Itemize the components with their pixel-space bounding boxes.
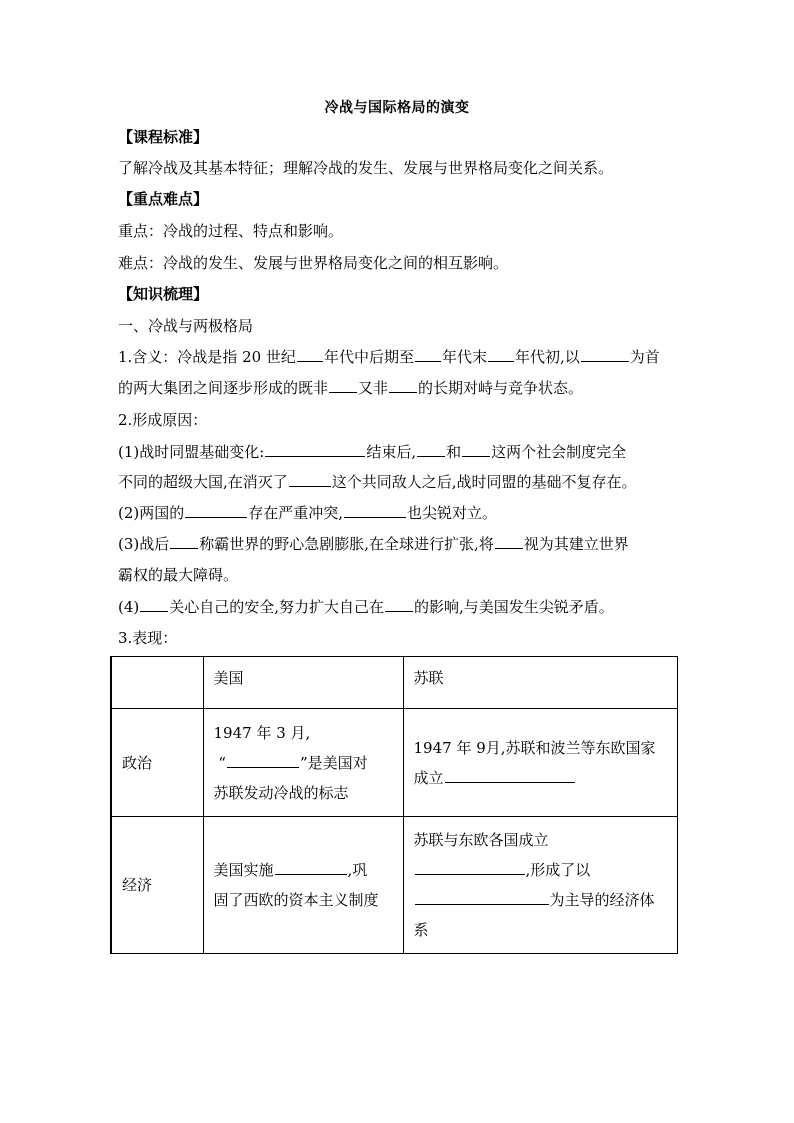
column-header-usa: 美国 (203, 657, 403, 709)
fill-blank[interactable] (488, 347, 514, 362)
item1-text: 1.含义：冷战是指 20 世纪 (118, 348, 296, 366)
fill-blank[interactable] (265, 442, 365, 457)
comparison-table (110, 656, 678, 954)
item2-text: (2)两国的 (118, 504, 185, 522)
row-header-politics: 政治 (111, 709, 203, 817)
column-header-ussr: 苏联 (403, 657, 677, 709)
fill-blank[interactable] (344, 503, 406, 518)
fill-blank[interactable] (275, 860, 347, 875)
cell-line (414, 885, 667, 915)
fill-blank[interactable] (581, 347, 629, 362)
item2-reason2 (118, 503, 497, 523)
cell-line (214, 855, 393, 885)
fill-blank[interactable] (385, 597, 413, 612)
knowledge-heading: 【知识梳理】 (118, 285, 209, 303)
table-corner-cell (111, 657, 203, 709)
cell-line (414, 763, 667, 793)
economy-usa-cell (203, 817, 403, 954)
fill-blank[interactable] (329, 378, 357, 393)
item2-heading: 2.形成原因： (118, 411, 208, 429)
item2-text: 的影响,与美国发生尖锐矛盾。 (414, 598, 614, 616)
cell-text: 为主导的经济体 (549, 891, 655, 909)
standard-text: 了解冷战及其基本特征；理解冷战的发生、发展与世界格局变化之间关系。 (118, 159, 614, 177)
fill-blank[interactable] (227, 753, 299, 768)
fill-blank[interactable] (170, 534, 198, 549)
fill-blank[interactable] (415, 890, 549, 905)
difficult-point-text: 难点：冷战的发生、发展与世界格局变化之间的相互影响。 (118, 254, 509, 272)
table-row-economy (111, 817, 677, 954)
fill-blank[interactable] (462, 442, 490, 457)
politics-usa-cell (203, 709, 403, 817)
item2-text: (4) (118, 598, 140, 616)
part1-title: 一、冷战与两极格局 (118, 317, 254, 335)
cell-text: ,巩 (347, 861, 368, 879)
item2-text: (3)战后 (118, 535, 170, 553)
fill-blank[interactable] (297, 347, 323, 362)
cell-text: ”是美国对 (299, 753, 368, 772)
item1-text: 为首 (629, 348, 660, 366)
item2-text: 关心自己的安全,努力扩大自己在 (169, 598, 385, 616)
fill-blank[interactable] (185, 503, 247, 518)
cell-text: 系 (413, 921, 429, 939)
item1-text: 的两大集团之间逐步形成的既非 (118, 379, 329, 397)
cell-text: 1947 年 3 月, (213, 723, 311, 742)
item1-line2 (118, 378, 583, 398)
item2-reason3-line2: 霸权的最大障碍。 (118, 566, 239, 584)
item2-text: 视为其建立世界 (523, 535, 629, 553)
item3-heading: 3.表现： (118, 629, 178, 647)
cell-text: 苏联发动冷战的标志 (213, 783, 349, 802)
key-point-text: 重点：冷战的过程、特点和影响。 (118, 222, 344, 240)
fill-blank[interactable] (289, 472, 331, 487)
item1-text: 又非 (358, 379, 389, 397)
item2-reason4 (118, 597, 614, 617)
cell-text: ,形成了以 (525, 861, 591, 879)
item1-text: 年代初,以 (514, 348, 580, 366)
economy-ussr-cell (403, 817, 677, 954)
cell-text: 固了西欧的资本主义制度 (213, 891, 379, 909)
item1-text: 年代中后期至 (323, 348, 414, 366)
item1-line1 (118, 347, 660, 367)
politics-ussr-cell (403, 709, 677, 817)
row-header-economy: 经济 (111, 817, 203, 954)
item2-text: 也尖锐对立。 (407, 504, 498, 522)
item1-text: 年代末 (441, 348, 487, 366)
item2-text: 这个共同敌人之后,战时同盟的基础不复存在。 (331, 473, 637, 491)
fill-blank[interactable] (417, 442, 445, 457)
cell-text: 美国实施 (213, 861, 274, 879)
item2-text: (1)战时同盟基础变化: (118, 443, 265, 461)
fill-blank[interactable] (445, 768, 575, 783)
fill-blank[interactable] (140, 597, 168, 612)
item2-reason3-line1 (118, 534, 629, 554)
standard-heading: 【课程标准】 (118, 128, 209, 146)
item2-text: 不同的超级大国,在消灭了 (118, 473, 288, 491)
cell-text: 苏联与东欧各国成立 (413, 831, 549, 849)
item2-reason1-line1 (118, 442, 626, 462)
cell-text: “ (218, 753, 226, 772)
item2-text: 称霸世界的野心急剧膨胀,在全球进行扩张,将 (199, 535, 494, 553)
cell-line (414, 855, 667, 885)
fill-blank[interactable] (415, 347, 441, 362)
fill-blank[interactable] (415, 860, 525, 875)
item2-text: 和 (446, 443, 462, 461)
cell-text: 1947 年 9月,苏联和波兰等东欧国家 (413, 738, 656, 757)
table-row-politics (111, 709, 677, 817)
item2-reason1-line2 (118, 472, 637, 492)
fill-blank[interactable] (495, 534, 523, 549)
page-title: 冷战与国际格局的演变 (324, 100, 470, 116)
item2-text: 存在严重冲突, (248, 504, 344, 522)
item2-text: 这两个社会制度完全 (491, 443, 627, 461)
cell-text: 成立 (413, 768, 444, 787)
item1-text: 的长期对峙与竞争状态。 (418, 379, 584, 397)
cell-line (214, 748, 393, 778)
keypoints-heading: 【重点难点】 (118, 190, 209, 208)
table-header-row (111, 657, 677, 709)
item2-text: 结束后, (366, 443, 417, 461)
fill-blank[interactable] (389, 378, 417, 393)
